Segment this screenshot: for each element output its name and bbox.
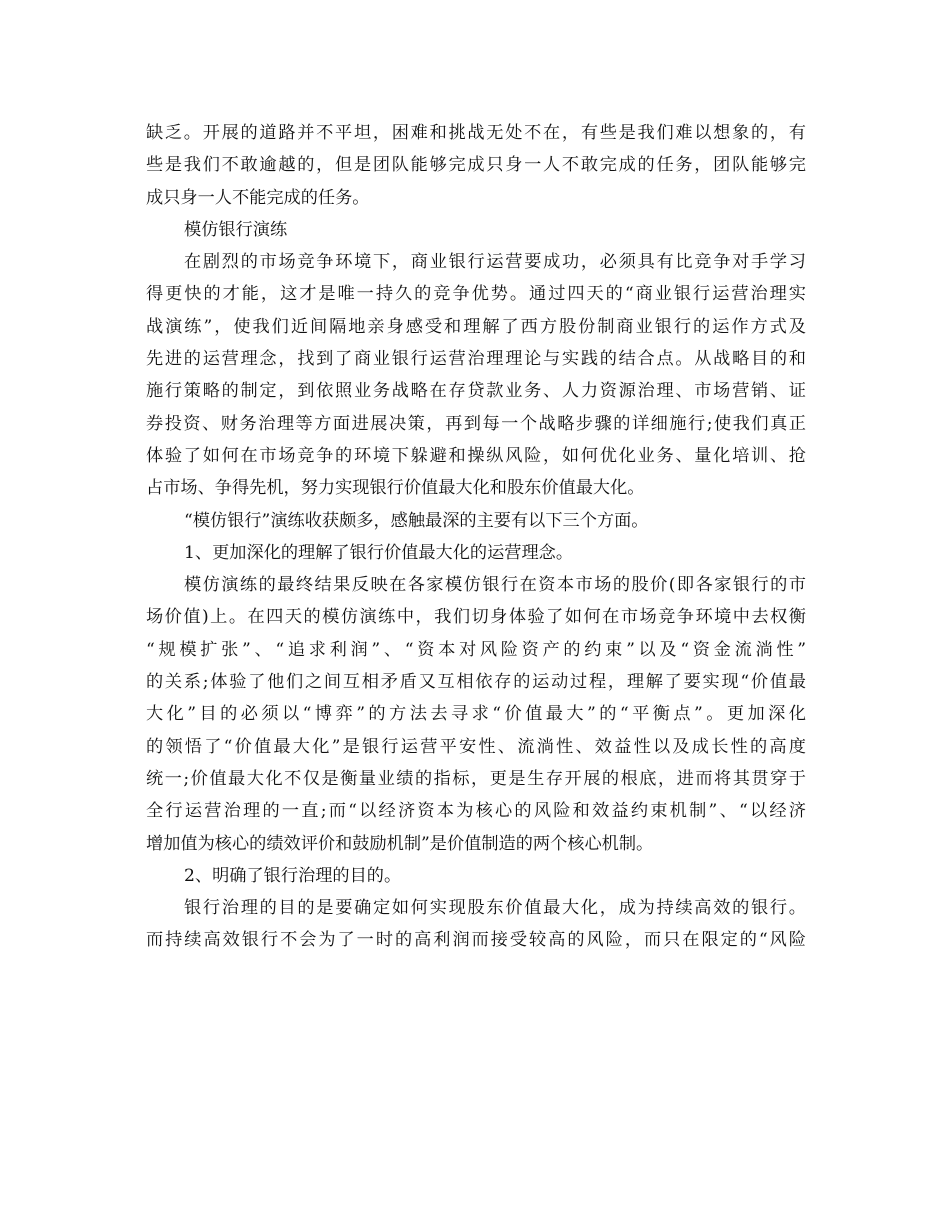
text-line: “模仿银行”演练收获颇多，感触最深的主要有以下三个方面。 [184, 510, 649, 531]
text-line: 1、更加深化的理解了银行价值最大化的运营理念。 [184, 542, 574, 563]
text-line: “规模扩张”、“追求利润”、“资本对风险资产的约束”以及“资金流淌性” [146, 639, 806, 660]
document-page [146, 117, 806, 957]
text-line: 在剧烈的市场竞争环境下，商业银行运营要成功，必须具有比竞争对手学习 [184, 252, 806, 273]
text-line: 而持续高效银行不会为了一时的高利润而接受较高的风险，而只在限定的“风险 [146, 930, 806, 951]
text-line: 的关系;体验了他们之间互相矛盾又互相依存的运动过程，理解了要实现“价值最 [146, 672, 806, 693]
text-line: 统一;价值最大化不仅是衡量业绩的指标，更是生存开展的根底，进而将其贯穿于 [146, 768, 806, 789]
text-line: 全行运营治理的一直;而“以经济资本为核心的风险和效益约束机制”、“以经济 [146, 801, 806, 822]
text-line: 模仿银行演练 [184, 219, 288, 240]
text-line: 大化”目的必须以“博弈”的方法去寻求“价值最大”的“平衡点”。更加深化 [146, 704, 806, 725]
text-line: 的领悟了“价值最大化”是银行运营平安性、流淌性、效益性以及成长性的高度 [146, 736, 806, 757]
text-line: 战演练”，使我们近间隔地亲身感受和理解了西方股份制商业银行的运作方式及 [146, 316, 806, 337]
text-line: 施行策略的制定，到依照业务战略在存贷款业务、人力资源治理、市场营销、证 [146, 381, 806, 402]
text-line: 缺乏。开展的道路并不平坦，困难和挑战无处不在，有些是我们难以想象的，有 [146, 123, 806, 143]
text-line: 先进的运营理念，找到了商业银行运营治理理论与实践的结合点。从战略目的和 [146, 349, 806, 370]
text-line: 得更快的才能，这才是唯一持久的竞争优势。通过四天的“商业银行运营治理实 [146, 284, 806, 305]
text-line: 2、明确了银行治理的目的。 [184, 865, 402, 886]
text-line: 些是我们不敢逾越的，但是团队能够完成只身一人不敢完成的任务，团队能够完 [146, 155, 806, 176]
text-line: 场价值)上。在四天的模仿演练中，我们切身体验了如何在市场竞争环境中去权衡 [146, 607, 806, 628]
text-line: 体验了如何在市场竞争的环境下躲避和操纵风险，如何优化业务、量化培训、抢 [146, 445, 806, 466]
text-line: 占市场、争得先机，努力实现银行价值最大化和股东价值最大化。 [146, 478, 645, 499]
text-line: 增加值为核心的绩效评价和鼓励机制”是价值制造的两个核心机制。 [146, 833, 654, 854]
text-line: 银行治理的目的是要确定如何实现股东价值最大化，成为持续高效的银行。 [184, 898, 806, 919]
text-line: 券投资、财务治理等方面进展决策，再到每一个战略步骤的详细施行;使我们真正 [146, 413, 806, 434]
text-line: 模仿演练的最终结果反映在各家模仿银行在资本市场的股价(即各家银行的市 [184, 575, 806, 596]
text-line: 成只身一人不能完成的任务。 [146, 187, 370, 208]
